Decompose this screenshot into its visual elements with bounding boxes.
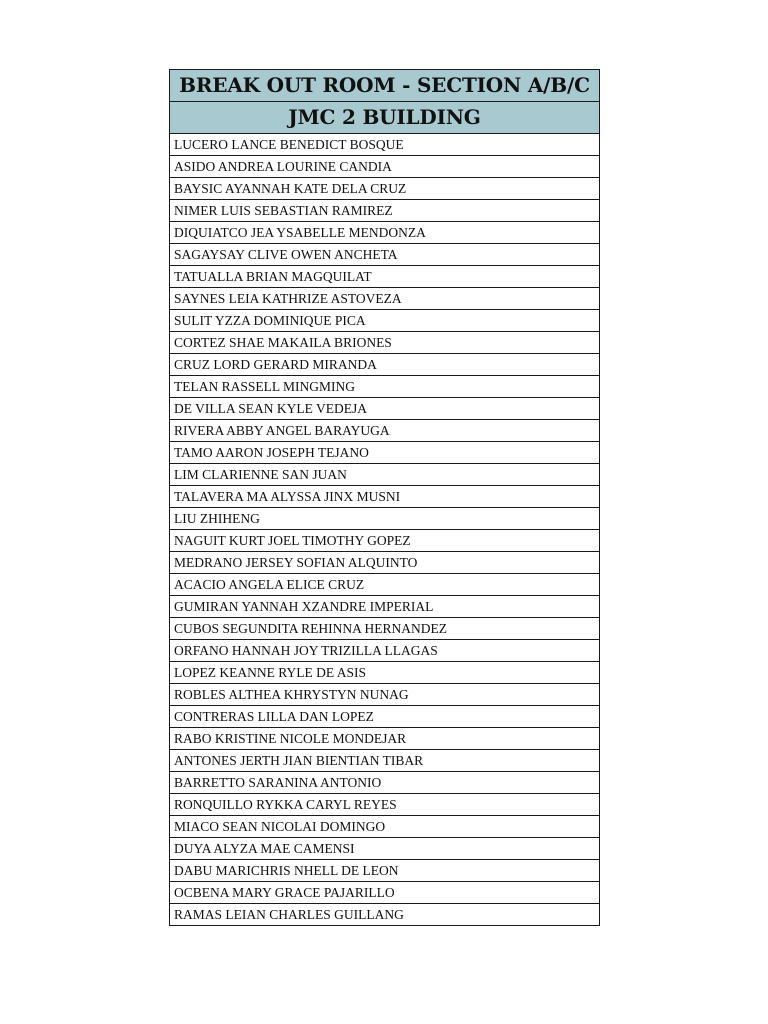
student-name-cell: LIU ZHIHENG [170,508,600,530]
table-row [170,794,600,816]
table-row [170,486,600,508]
table-row [170,618,600,640]
student-name-cell: ANTONES JERTH JIAN BIENTIAN TIBAR [170,750,600,772]
student-name-cell: ASIDO ANDREA LOURINE CANDIA [170,156,600,178]
student-name-cell: CRUZ LORD GERARD MIRANDA [170,354,600,376]
table-row [170,222,600,244]
table-row [170,376,600,398]
table-row [170,178,600,200]
student-name-cell: RABO KRISTINE NICOLE MONDEJAR [170,728,600,750]
student-name-cell: CORTEZ SHAE MAKAILA BRIONES [170,332,600,354]
student-name-cell: NAGUIT KURT JOEL TIMOTHY GOPEZ [170,530,600,552]
student-name-cell: CUBOS SEGUNDITA REHINNA HERNANDEZ [170,618,600,640]
table-row [170,860,600,882]
table-row [170,134,600,156]
table-row [170,552,600,574]
table-row [170,728,600,750]
student-name-cell: TATUALLA BRIAN MAGQUILAT [170,266,600,288]
student-name-cell: GUMIRAN YANNAH XZANDRE IMPERIAL [170,596,600,618]
table-row [170,200,600,222]
roster-table [169,69,600,926]
table-row [170,156,600,178]
student-name-cell: CONTRERAS LILLA DAN LOPEZ [170,706,600,728]
table-row [170,508,600,530]
student-name-cell: DE VILLA SEAN KYLE VEDEJA [170,398,600,420]
student-name-cell: LIM CLARIENNE SAN JUAN [170,464,600,486]
student-name-cell: SAGAYSAY CLIVE OWEN ANCHETA [170,244,600,266]
table-row [170,574,600,596]
table-row [170,332,600,354]
table-row [170,442,600,464]
student-name-cell: TAMO AARON JOSEPH TEJANO [170,442,600,464]
student-name-cell: SULIT YZZA DOMINIQUE PICA [170,310,600,332]
student-name-cell: DUYA ALYZA MAE CAMENSI [170,838,600,860]
table-row [170,266,600,288]
student-name-cell: MEDRANO JERSEY SOFIAN ALQUINTO [170,552,600,574]
student-name-cell: DIQUIATCO JEA YSABELLE MENDONZA [170,222,600,244]
table-row [170,464,600,486]
student-name-cell: BARRETTO SARANINA ANTONIO [170,772,600,794]
table-row [170,640,600,662]
table-row [170,596,600,618]
table-row [170,816,600,838]
table-row [170,904,600,926]
table-row [170,398,600,420]
table-row [170,288,600,310]
student-name-cell: BAYSIC AYANNAH KATE DELA CRUZ [170,178,600,200]
table-row [170,706,600,728]
student-name-cell: DABU MARICHRIS NHELL DE LEON [170,860,600,882]
student-name-cell: MIACO SEAN NICOLAI DOMINGO [170,816,600,838]
student-name-cell: RAMAS LEIAN CHARLES GUILLANG [170,904,600,926]
student-name-cell: SAYNES LEIA KATHRIZE ASTOVEZA [170,288,600,310]
table-row [170,310,600,332]
title-row [170,70,600,102]
table-row [170,354,600,376]
student-name-cell: ORFANO HANNAH JOY TRIZILLA LLAGAS [170,640,600,662]
table-row [170,750,600,772]
table-row [170,882,600,904]
building-row [170,102,600,134]
student-name-cell: LOPEZ KEANNE RYLE DE ASIS [170,662,600,684]
table-row [170,772,600,794]
student-name-cell: OCBENA MARY GRACE PAJARILLO [170,882,600,904]
student-name-cell: ROBLES ALTHEA KHRYSTYN NUNAG [170,684,600,706]
table-row [170,662,600,684]
table-row [170,838,600,860]
student-name-cell: ACACIO ANGELA ELICE CRUZ [170,574,600,596]
student-name-cell: TELAN RASSELL MINGMING [170,376,600,398]
student-name-cell: RONQUILLO RYKKA CARYL REYES [170,794,600,816]
table-row [170,244,600,266]
sheet-title: BREAK OUT ROOM - SECTION A/B/C [170,70,600,102]
building-title: JMC 2 BUILDING [170,102,600,134]
table-row [170,684,600,706]
student-name-cell: LUCERO LANCE BENEDICT BOSQUE [170,134,600,156]
student-name-cell: RIVERA ABBY ANGEL BARAYUGA [170,420,600,442]
table-row [170,530,600,552]
student-name-cell: NIMER LUIS SEBASTIAN RAMIREZ [170,200,600,222]
table-row [170,420,600,442]
student-name-cell: TALAVERA MA ALYSSA JINX MUSNI [170,486,600,508]
